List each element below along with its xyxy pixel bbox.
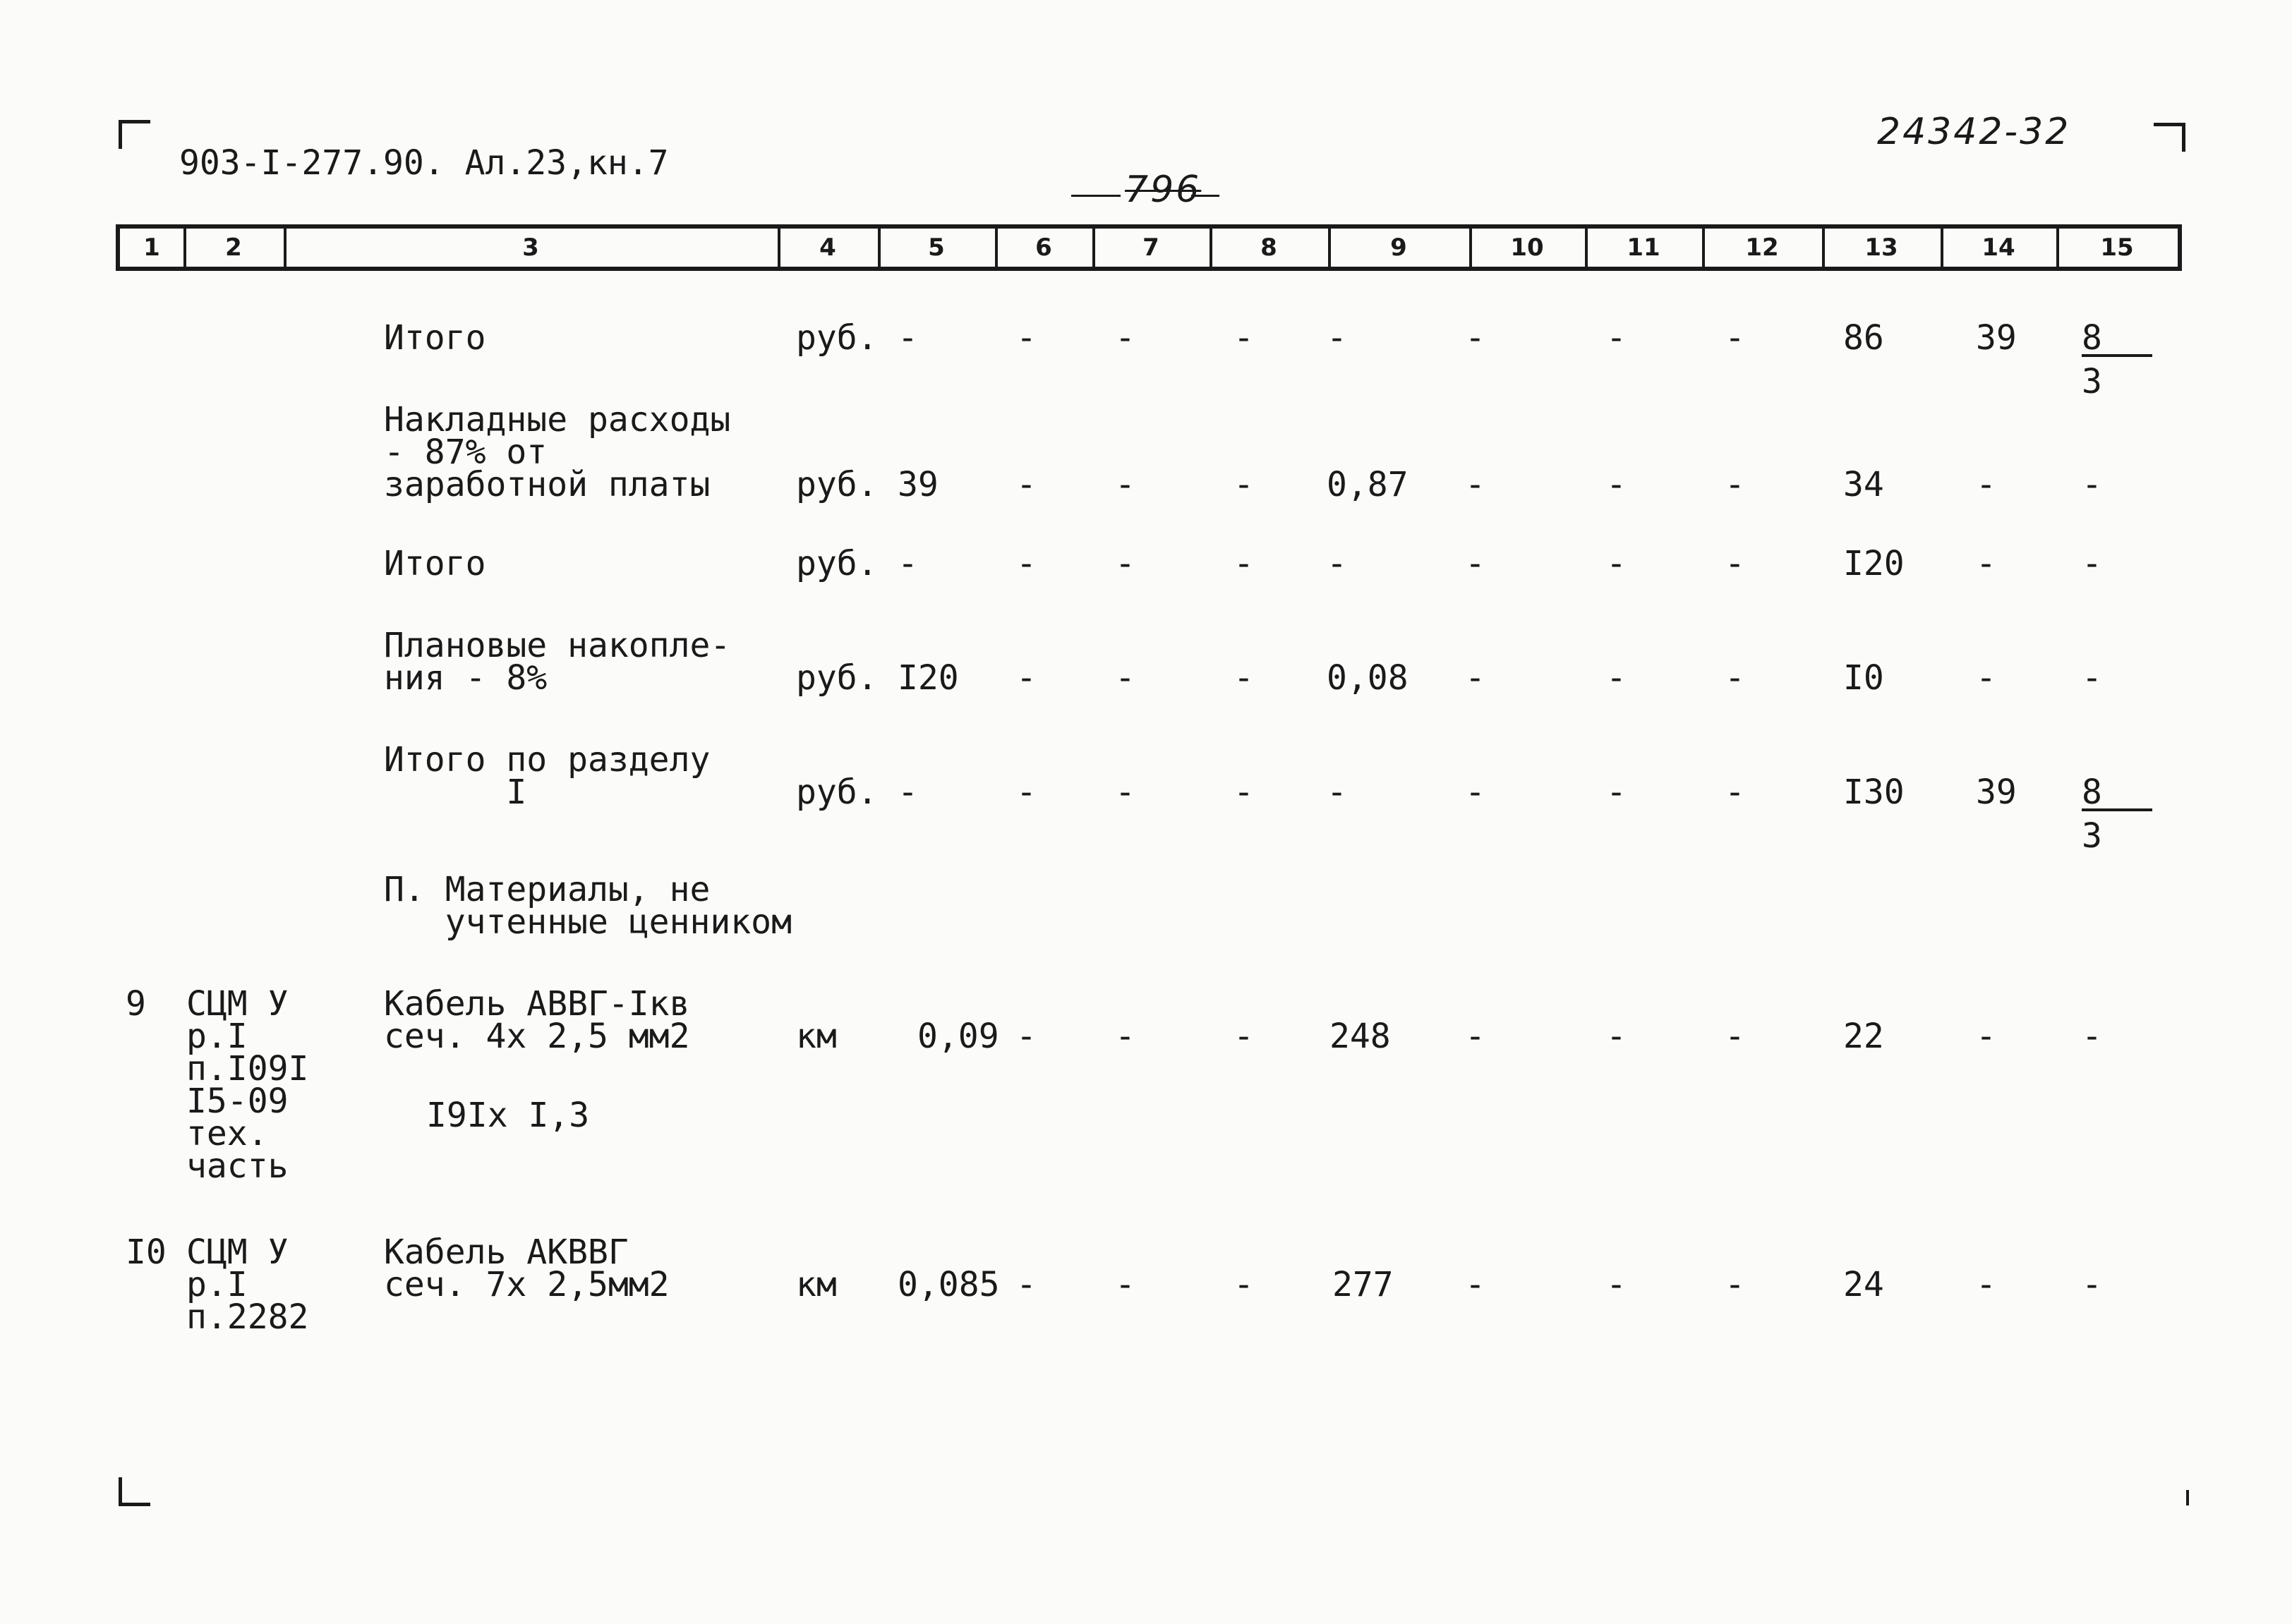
value-cell-7: -	[1115, 1265, 1135, 1304]
value-cell-12: -	[1725, 658, 1745, 698]
value-cell-7: -	[1115, 318, 1135, 358]
value-cell-6: -	[1016, 1265, 1037, 1304]
value-cell-6: -	[1016, 1017, 1037, 1056]
value-cell-5: -	[898, 318, 918, 358]
row-number: I0	[126, 1232, 167, 1272]
value-cell-14: -	[1976, 1265, 1996, 1304]
value-cell-12: -	[1725, 1265, 1745, 1304]
fraction-denominator: 3	[2082, 362, 2102, 401]
column-number: 7	[1142, 234, 1159, 262]
value-cell-11: -	[1606, 544, 1627, 583]
column-header-strip	[116, 224, 2182, 271]
value-cell-15: -	[2082, 1017, 2102, 1056]
unit-cell: км	[796, 1265, 837, 1304]
value-cell-7: -	[1115, 544, 1135, 583]
value-cell-10: -	[1465, 1265, 1485, 1304]
value-cell-12: -	[1725, 772, 1745, 812]
value-cell-8: -	[1234, 658, 1254, 698]
value-cell-10: -	[1465, 1017, 1485, 1056]
value-cell-9: -	[1327, 772, 1347, 812]
document-number: 24342-32	[1877, 111, 2071, 153]
value-cell-8: -	[1234, 318, 1254, 358]
column-number: 12	[1745, 234, 1779, 262]
value-cell-13: 86	[1843, 318, 1884, 358]
value-cell-11: -	[1606, 658, 1627, 698]
column-number: 13	[1864, 234, 1898, 262]
value-cell-8: -	[1234, 544, 1254, 583]
value-cell-12: -	[1725, 318, 1745, 358]
row-number: 9	[126, 984, 146, 1024]
value-cell-6: -	[1016, 465, 1037, 504]
value-cell-11: -	[1606, 1017, 1627, 1056]
value-cell-9: 248	[1329, 1017, 1391, 1056]
page-number: 796	[1125, 169, 1202, 211]
value-cell-10: -	[1465, 658, 1485, 698]
value-cell-13: I30	[1843, 772, 1905, 812]
corner-mark-bottom-right	[2186, 1490, 2189, 1505]
value-cell-10: -	[1465, 544, 1485, 583]
corner-mark-top-right	[2154, 123, 2185, 152]
value-cell-5: I20	[898, 658, 959, 698]
document-code: 903-I-277.90. Ал.23,кн.7	[179, 143, 669, 183]
value-cell-14: 39	[1976, 772, 2017, 812]
fraction-cell-15	[2082, 772, 2152, 856]
value-cell-5: 0,09	[917, 1017, 999, 1056]
page-number-dash	[1191, 195, 1219, 197]
value-cell-10: -	[1465, 318, 1485, 358]
value-cell-15: -	[2082, 1265, 2102, 1304]
column-number: 14	[1982, 234, 2015, 262]
value-cell-9: 0,87	[1327, 465, 1409, 504]
column-number: 5	[928, 234, 945, 262]
value-cell-11: -	[1606, 465, 1627, 504]
value-cell-13: I0	[1843, 658, 1884, 698]
value-cell-13: 22	[1843, 1017, 1884, 1056]
item-description: Итого	[384, 544, 486, 583]
value-cell-5: 39	[898, 465, 939, 504]
value-cell-7: -	[1115, 1017, 1135, 1056]
fraction-numerator: 8	[2082, 776, 2152, 811]
item-description: П. Материалы, не учтенные ценником	[384, 870, 792, 942]
value-cell-13: 34	[1843, 465, 1884, 504]
value-cell-11: -	[1606, 772, 1627, 812]
value-cell-12: -	[1725, 1017, 1745, 1056]
value-cell-8: -	[1234, 465, 1254, 504]
value-cell-15: -	[2082, 658, 2102, 698]
value-cell-6: -	[1016, 544, 1037, 583]
item-description: Кабель АКВВГ сеч. 7х 2,5мм2	[384, 1232, 670, 1304]
item-calculation: I9Iх I,3	[426, 1096, 590, 1135]
column-number: 9	[1390, 234, 1407, 262]
column-number: 15	[2100, 234, 2134, 262]
unit-cell: руб.	[796, 772, 878, 812]
unit-cell: руб.	[796, 465, 878, 504]
item-description: Накладные расходы - 87% от заработной платы	[384, 400, 731, 504]
value-cell-10: -	[1465, 772, 1485, 812]
fraction-denominator: 3	[2082, 816, 2102, 856]
value-cell-13: I20	[1843, 544, 1905, 583]
value-cell-14: -	[1976, 544, 1996, 583]
value-cell-5: -	[898, 544, 918, 583]
value-cell-11: -	[1606, 318, 1627, 358]
value-cell-14: -	[1976, 465, 1996, 504]
value-cell-7: -	[1115, 465, 1135, 504]
value-cell-15: -	[2082, 465, 2102, 504]
column-number: 4	[819, 234, 836, 262]
value-cell-14: 39	[1976, 318, 2017, 358]
item-description: Итого по разделу I	[384, 740, 711, 812]
value-cell-9: -	[1327, 318, 1347, 358]
value-cell-11: -	[1606, 1265, 1627, 1304]
column-number: 3	[522, 234, 539, 262]
item-description: Кабель АВВГ-Iкв сеч. 4х 2,5 мм2	[384, 984, 690, 1056]
column-number: 1	[143, 234, 160, 262]
item-description: Итого	[384, 318, 486, 358]
unit-cell: руб.	[796, 318, 878, 358]
value-cell-5: -	[898, 772, 918, 812]
value-cell-7: -	[1115, 658, 1135, 698]
value-cell-10: -	[1465, 465, 1485, 504]
value-cell-9: 0,08	[1327, 658, 1409, 698]
column-number: 2	[225, 234, 242, 262]
value-cell-9: 277	[1332, 1265, 1394, 1304]
value-cell-8: -	[1234, 772, 1254, 812]
value-cell-12: -	[1725, 465, 1745, 504]
page-number-dash	[1071, 195, 1121, 197]
unit-cell: руб.	[796, 658, 878, 698]
value-cell-6: -	[1016, 658, 1037, 698]
item-description: Плановые накопле- ния - 8%	[384, 626, 731, 698]
value-cell-14: -	[1976, 658, 1996, 698]
value-cell-8: -	[1234, 1265, 1254, 1304]
corner-mark-top-left	[119, 120, 150, 149]
fraction-numerator: 8	[2082, 322, 2152, 357]
column-number: 11	[1627, 234, 1660, 262]
column-number: 8	[1260, 234, 1277, 262]
price-reference: СЦМ У р.I п.2282	[186, 1232, 309, 1337]
unit-cell: км	[796, 1017, 837, 1056]
column-number: 6	[1035, 234, 1052, 262]
value-cell-6: -	[1016, 318, 1037, 358]
column-number: 10	[1510, 234, 1544, 262]
value-cell-13: 24	[1843, 1265, 1884, 1304]
corner-mark-bottom-left	[119, 1477, 150, 1506]
fraction-cell-15	[2082, 318, 2152, 401]
value-cell-6: -	[1016, 772, 1037, 812]
value-cell-5: 0,085	[898, 1265, 1000, 1304]
value-cell-15: -	[2082, 544, 2102, 583]
value-cell-8: -	[1234, 1017, 1254, 1056]
value-cell-7: -	[1115, 772, 1135, 812]
price-reference: СЦМ У р.I п.I09I I5-09 тех. часть	[186, 984, 309, 1186]
value-cell-14: -	[1976, 1017, 1996, 1056]
value-cell-9: -	[1327, 544, 1347, 583]
value-cell-12: -	[1725, 544, 1745, 583]
unit-cell: руб.	[796, 544, 878, 583]
